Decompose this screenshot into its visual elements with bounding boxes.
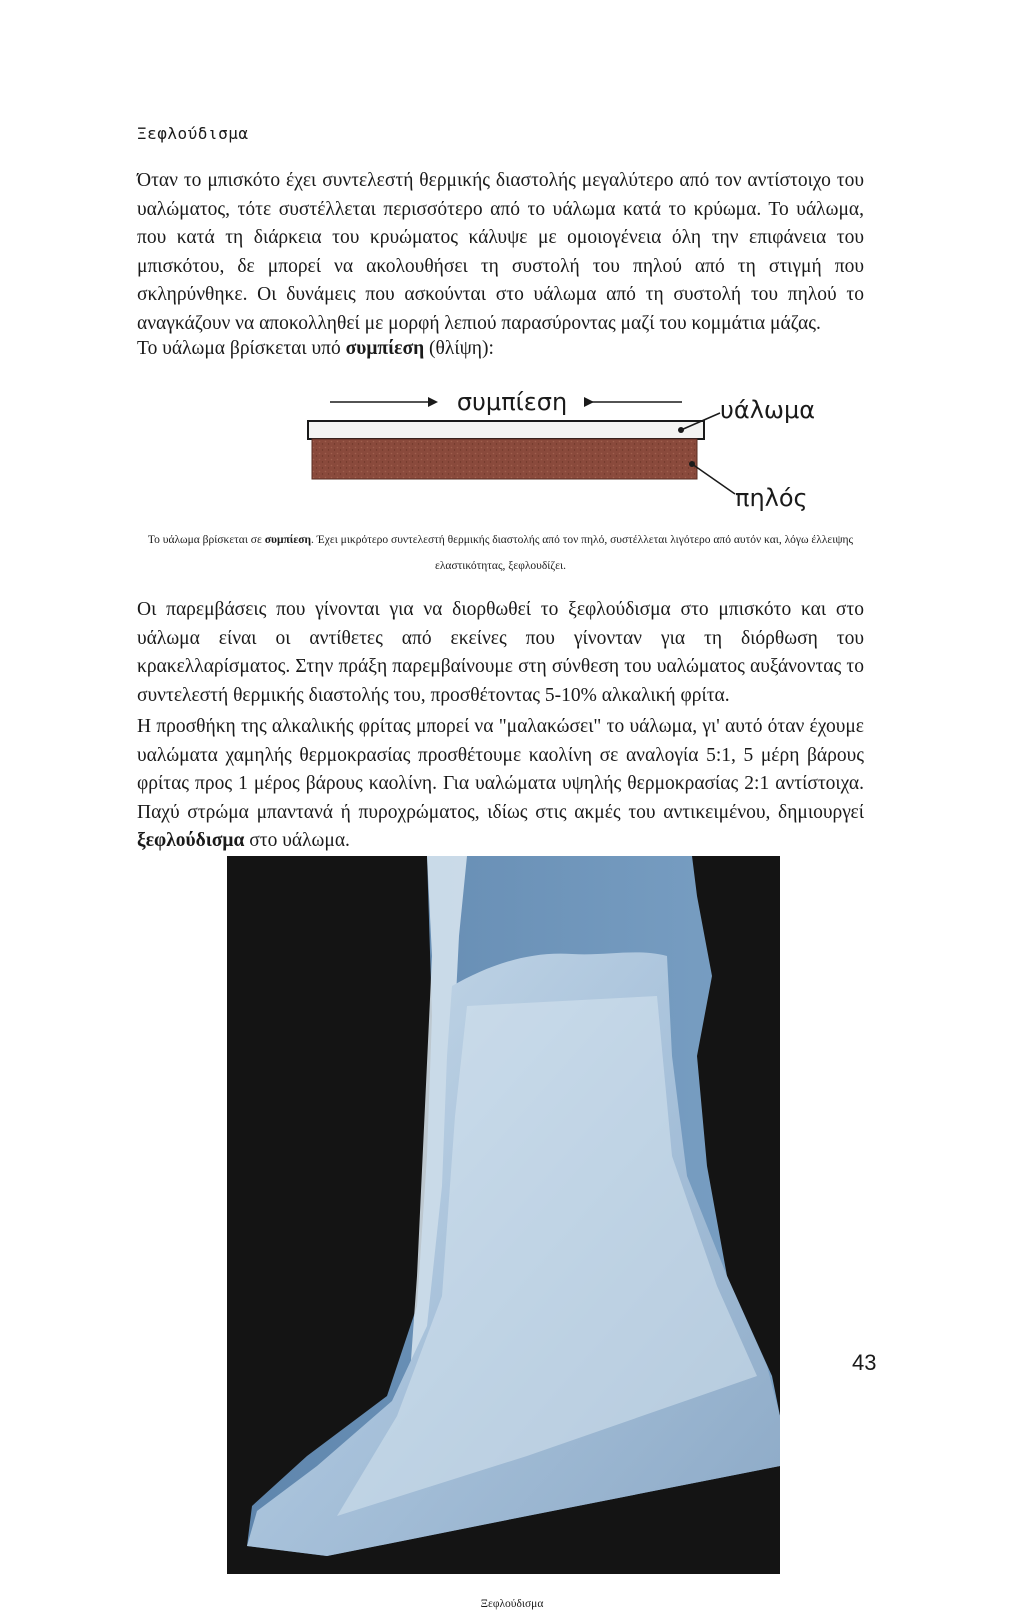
- photo-caption: Ξεφλούδισμα: [480, 1598, 544, 1610]
- label-compression: συμπίεση: [456, 388, 568, 416]
- diagram-caption-text: Το υάλωμα βρίσκεται σε: [147, 534, 265, 546]
- clay-pointer-line: [692, 464, 735, 494]
- paragraph-frit-tail: στο υάλωμα.: [244, 830, 350, 851]
- paragraph-compression-text: Το υάλωμα βρίσκεται υπό: [137, 338, 346, 359]
- paragraph-frit-text: Η προσθήκη της αλκαλικής φρίτας μπορεί να "μαλακώσει" το υάλωμα, γι' αυτό όταν έχουμε υαλώματα χαμηλής θερμοκρασίας προσθέτουμε καολίνη σε αναλογία 5:1, 5 μέρη βάρους φρίτας προς 1 μέρος βάρους καολίνη. Για υαλώματα υψηλής θερμοκρασίας 2:1 αντίστοιχα. Παχύ στρώμα μπαντανά ή πυροχρώματος, ιδίως στις ακμές του αντικειμένου, δημιουργεί: [137, 716, 864, 823]
- section-heading: Ξεφλούδισμα: [137, 124, 249, 143]
- shivering-photo: [227, 856, 780, 1574]
- left-arrow-head: [428, 397, 438, 407]
- paragraph-compression: [137, 335, 864, 364]
- paragraph-frit: [137, 713, 864, 856]
- paragraph-compression-tail: (θλίψη):: [424, 338, 494, 359]
- label-glaze: υάλωμα: [720, 396, 816, 424]
- diagram-caption-bold: συμπίεση: [264, 534, 312, 546]
- compression-diagram: [300, 380, 840, 515]
- page-number: 43: [852, 1350, 877, 1375]
- diagram-caption: [137, 527, 864, 579]
- paragraph-intro: Όταν το μπισκότο έχει συντελεστή θερμικής διαστολής μεγαλύτερο από τον αντίστοιχο του υαλώματος, τότε συστέλλεται περισσότερο από το υάλωμα κατά το κρύωμα. Το υάλωμα, που κατά τη διάρκεια του κρυώματος κάλυψε με ομοιογένεια όλη την επιφάνεια του μπισκότου, δε μπορεί να ακολουθήσει τη συστολή του πηλού από τη στιγμή που σκληρύνθηκε. Οι δυνάμεις που ασκούνται στο υάλωμα από τη συστολή του πηλού το αναγκάζουν να αποκολληθεί με μορφή λεπιού παρασύροντας μαζί του κομμάτια μάζας.: [137, 170, 864, 334]
- diagram-caption-tail: . Έχει μικρότερο συντελεστή θερμικής διαστολής από τον πηλό, συστέλλεται λιγότερο από αυτόν και, λόγω έλλειψης ελαστικότητας, ξεφλουδίζει.: [311, 534, 854, 572]
- paragraph-interventions: Οι παρεμβάσεις που γίνονται για να διορθωθεί το ξεφλούδισμα στο μπισκότο και στο υάλωμα είναι οι αντίθετες από εκείνες που γίνονταν για τη διόρθωση του κρακελλαρίσματος. Στην πράξη παρεμβαίνουμε στη σύνθεση του υαλώματος αυξάνοντας το συντελεστή θερμικής διαστολής του, προσθέτοντας 5-10% αλκαλική φρίτα.: [137, 599, 864, 706]
- glaze-layer: [308, 421, 704, 439]
- label-clay: πηλός: [735, 484, 808, 512]
- clay-layer: [312, 439, 697, 479]
- paragraph-compression-bold: συμπίεση: [345, 338, 425, 359]
- paragraph-frit-bold: ξεφλούδισμα: [137, 830, 245, 851]
